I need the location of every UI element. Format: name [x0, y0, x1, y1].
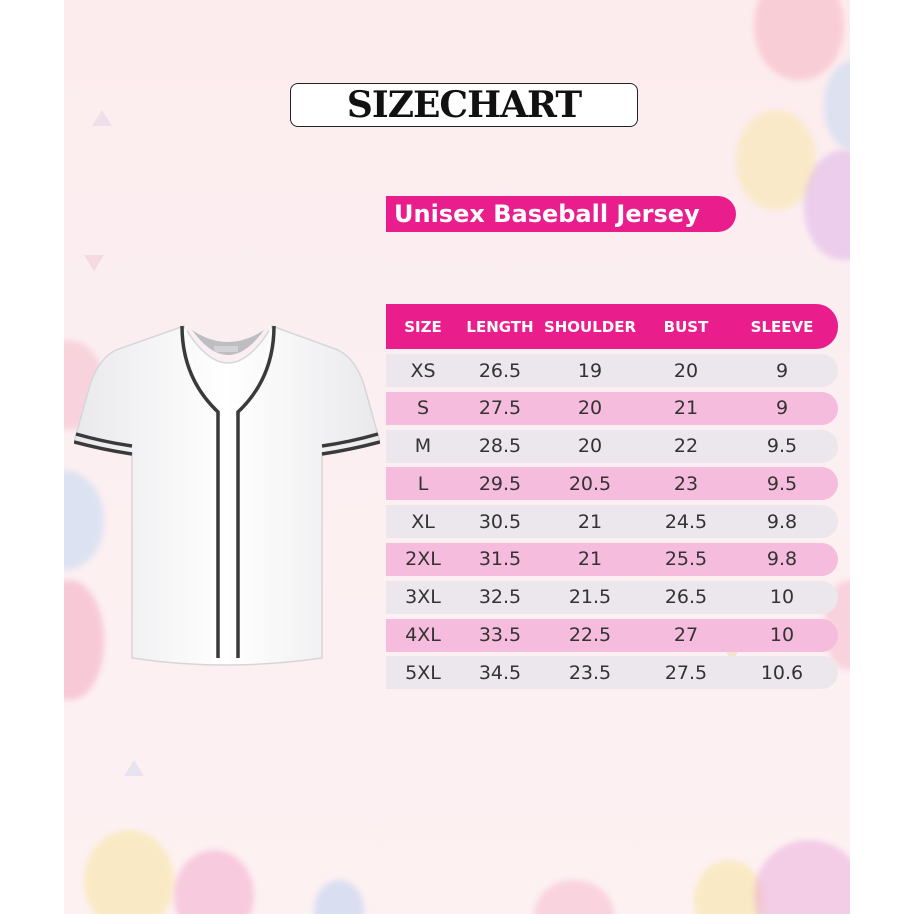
table-header: [386, 304, 838, 349]
cell-length: 30.5: [478, 510, 522, 533]
cell-size: M: [414, 435, 432, 458]
cell-size: 4XL: [405, 624, 441, 647]
balloon-decoration: [754, 0, 844, 80]
balloon-decoration: [534, 880, 614, 914]
product-name: Unisex Baseball Jersey: [394, 200, 700, 228]
cell-bust: 27: [673, 624, 699, 647]
cell-shoulder: 19: [577, 359, 603, 382]
confetti-decoration: [92, 110, 112, 126]
cell-sleeve: 9.5: [766, 435, 798, 458]
cell-shoulder: 21.5: [568, 586, 612, 609]
cell-length: 34.5: [478, 661, 522, 684]
cell-size: 3XL: [405, 586, 441, 609]
jersey-illustration: [74, 320, 380, 672]
cell-bust: 21: [673, 397, 699, 420]
table-row: [386, 467, 838, 500]
table-row: [386, 581, 838, 614]
cell-length: 31.5: [478, 548, 522, 571]
balloon-decoration: [174, 850, 254, 914]
cell-bust: 25.5: [664, 548, 708, 571]
balloon-decoration: [314, 880, 364, 914]
cell-sleeve: 10.6: [760, 661, 804, 684]
cell-length: 28.5: [478, 435, 522, 458]
balloon-decoration: [754, 840, 850, 914]
cell-size: 2XL: [405, 548, 441, 571]
cell-bust: 23: [673, 472, 699, 495]
size-table: [386, 304, 838, 694]
header-length: LENGTH: [466, 317, 534, 336]
cell-bust: 22: [673, 435, 699, 458]
cell-length: 29.5: [478, 472, 522, 495]
cell-size: XL: [411, 510, 435, 533]
cell-sleeve: 10: [769, 586, 795, 609]
header-shoulder: SHOULDER: [543, 317, 637, 336]
cell-size: L: [417, 472, 429, 495]
cell-sleeve: 9.8: [766, 548, 798, 571]
cell-shoulder: 21: [577, 510, 603, 533]
balloon-decoration: [824, 60, 850, 150]
table-row: [386, 430, 838, 463]
title-box: [290, 83, 638, 127]
subtitle-tag: [386, 196, 736, 232]
confetti-decoration: [124, 760, 144, 776]
table-row: [386, 619, 838, 652]
confetti-decoration: [84, 255, 104, 271]
cell-shoulder: 22.5: [568, 624, 612, 647]
cell-size: XS: [410, 359, 436, 382]
cell-bust: 24.5: [664, 510, 708, 533]
cell-bust: 26.5: [664, 586, 708, 609]
table-row: [386, 505, 838, 538]
cell-bust: 27.5: [664, 661, 708, 684]
header-sleeve: SLEEVE: [750, 317, 814, 336]
cell-sleeve: 9.8: [766, 510, 798, 533]
cell-shoulder: 20: [577, 397, 603, 420]
cell-shoulder: 23.5: [568, 661, 612, 684]
cell-length: 26.5: [478, 359, 522, 382]
cell-shoulder: 21: [577, 548, 603, 571]
cell-length: 33.5: [478, 624, 522, 647]
header-size: SIZE: [404, 317, 442, 336]
cell-bust: 20: [673, 359, 699, 382]
cell-sleeve: 10: [769, 624, 795, 647]
page-title: SIZECHART: [346, 84, 582, 126]
cell-size: S: [416, 397, 430, 420]
cell-sleeve: 9.5: [766, 472, 798, 495]
cell-length: 32.5: [478, 586, 522, 609]
table-row: [386, 392, 838, 425]
cell-shoulder: 20.5: [568, 472, 612, 495]
table-row: [386, 656, 838, 689]
cell-size: 5XL: [405, 661, 441, 684]
table-row: [386, 354, 838, 387]
cell-sleeve: 9: [775, 397, 789, 420]
cell-length: 27.5: [478, 397, 522, 420]
cell-shoulder: 20: [577, 435, 603, 458]
header-bust: BUST: [663, 317, 709, 336]
cell-sleeve: 9: [775, 359, 789, 382]
balloon-decoration: [84, 830, 174, 914]
table-row: [386, 543, 838, 576]
